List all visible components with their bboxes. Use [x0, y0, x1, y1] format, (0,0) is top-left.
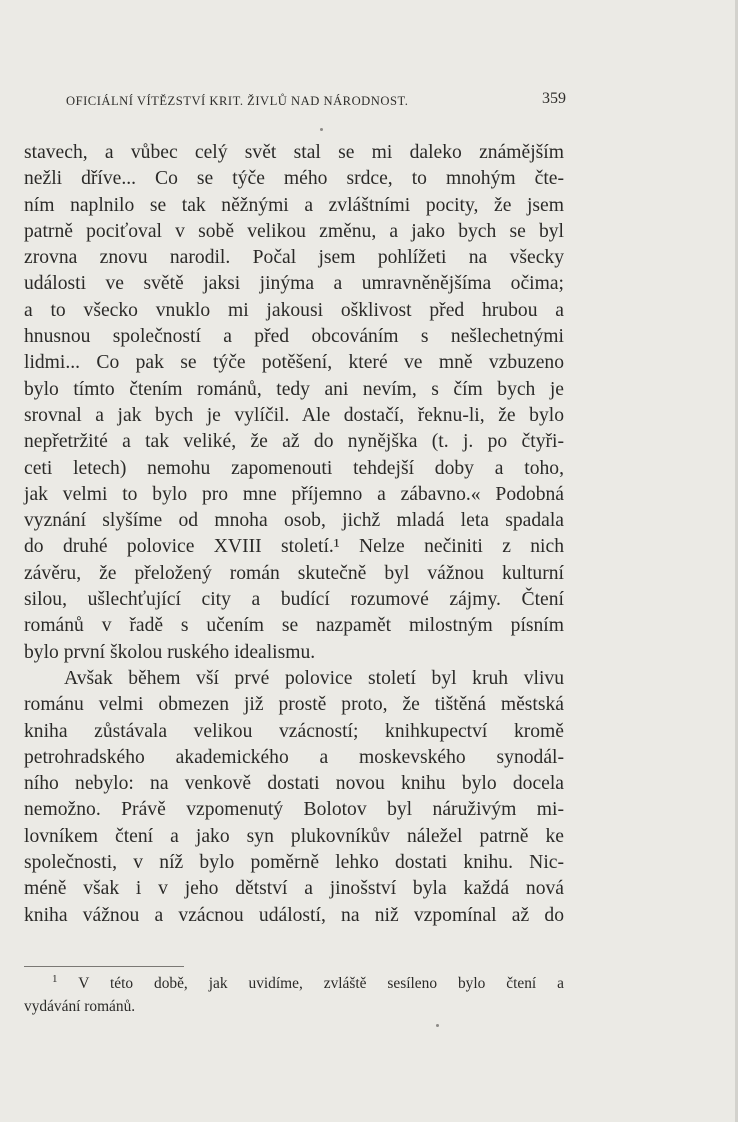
- text-line: zrovna znovu narodil. Počal jsem pohlížeti na všecky: [24, 247, 564, 269]
- text-line: vyznání slyšíme od mnoha osob, jichž mladá leta spadala: [24, 510, 564, 532]
- body-text: [24, 140, 564, 929]
- text-line: ního nebylo: na venkově dostati novou knihu bylo docela: [24, 773, 564, 795]
- paper-speck: [436, 1024, 439, 1027]
- text-line: románů v řadě s učením se nazpamět milostným písním: [24, 615, 564, 637]
- text-line: méně však i v jeho dětství a jinošství byla každá nová: [24, 878, 564, 900]
- text-line: společnosti, v níž bylo poměrně lehko dostati knihu. Nic-: [24, 852, 564, 874]
- text-line: jak velmi to bylo pro mne příjemno a zábavno.« Podobná: [24, 483, 564, 505]
- footnote: [24, 972, 564, 1018]
- footnote-rule: [24, 966, 184, 967]
- text-line: kniha vážnou a vzácnou událostí, na niž vzpomínal až do: [24, 904, 564, 926]
- text-line: do druhé polovice XVIII století.¹ Nelze nečiniti z nich: [24, 536, 564, 558]
- footnote-line: vydávání románů.: [24, 998, 136, 1015]
- text-line: stavech, a vůbec celý svět stal se mi daleko známějším: [24, 142, 564, 163]
- text-line: nežli dříve... Co se týče mého srdce, to mnohým čte-: [24, 168, 564, 190]
- text-line: patrně pociťoval v sobě velikou změnu, a jako bych se byl: [24, 220, 564, 242]
- text-line: ceti letech) nemohu zapomenouti tehdejší doby a toho,: [24, 457, 564, 479]
- footnote-line: [24, 972, 564, 995]
- paragraph-first-line: Avšak během vší prvé polovice století byl kruh vlivu: [64, 667, 564, 689]
- text-line: hnusnou společností a před obcováním s nešlechetnými: [24, 326, 564, 348]
- text-line: románu velmi obmezen již prostě proto, že tištěná městská: [24, 694, 564, 716]
- page-header: [66, 90, 566, 114]
- paragraph-last-line: bylo první školou ruského idealismu.: [24, 641, 316, 663]
- text-line: srovnal a jak bych je vylíčil. Ale dostačí, řeknu-li, že bylo: [24, 404, 564, 426]
- text-line: nepřetržité a tak veliké, že až do nynějška (t. j. po čtyři-: [24, 431, 564, 453]
- text-line: a to všecko vnuklo mi jakousi ošklivost před hrubou a: [24, 299, 564, 321]
- paper-speck: [320, 128, 323, 131]
- text-line: nemožno. Právě vzpomenutý Bolotov byl náruživým mi-: [24, 799, 564, 821]
- text-line: lidmi... Co pak se týče potěšení, které ve mně vzbuzeno: [24, 352, 564, 374]
- text-line: závěru, že přeložený román skutečně byl vážnou kulturní: [24, 562, 564, 584]
- text-line: bylo tímto čtením románů, tedy ani nevím, s čím bych je: [24, 378, 564, 400]
- page-number: 359: [542, 90, 566, 107]
- text-line: lovníkem čtení a jako syn plukovníkův náležel patrně ke: [24, 825, 564, 847]
- text-line: ním naplnilo se tak něžnými a zvláštními pocity, že jsem: [24, 194, 564, 216]
- text-line: silou, ušlechťující city a budící rozumové zájmy. Čtení: [24, 589, 564, 611]
- footnote-text: V této době, jak uvidíme, zvláště sesíleno bylo čtení a: [78, 975, 564, 992]
- text-line: kniha zůstávala velikou vzácností; knihkupectví kromě: [24, 720, 564, 742]
- text-line: události ve světě jaksi jinýma a umravněnějšíma očima;: [24, 273, 564, 295]
- footnote-mark: 1: [52, 972, 58, 985]
- running-head: OFICIÁLNÍ VÍTĚZSTVÍ KRIT. ŽIVLŮ NAD NÁRODNOST.: [66, 94, 409, 108]
- text-line: petrohradského akademického a moskevského synodál-: [24, 746, 564, 768]
